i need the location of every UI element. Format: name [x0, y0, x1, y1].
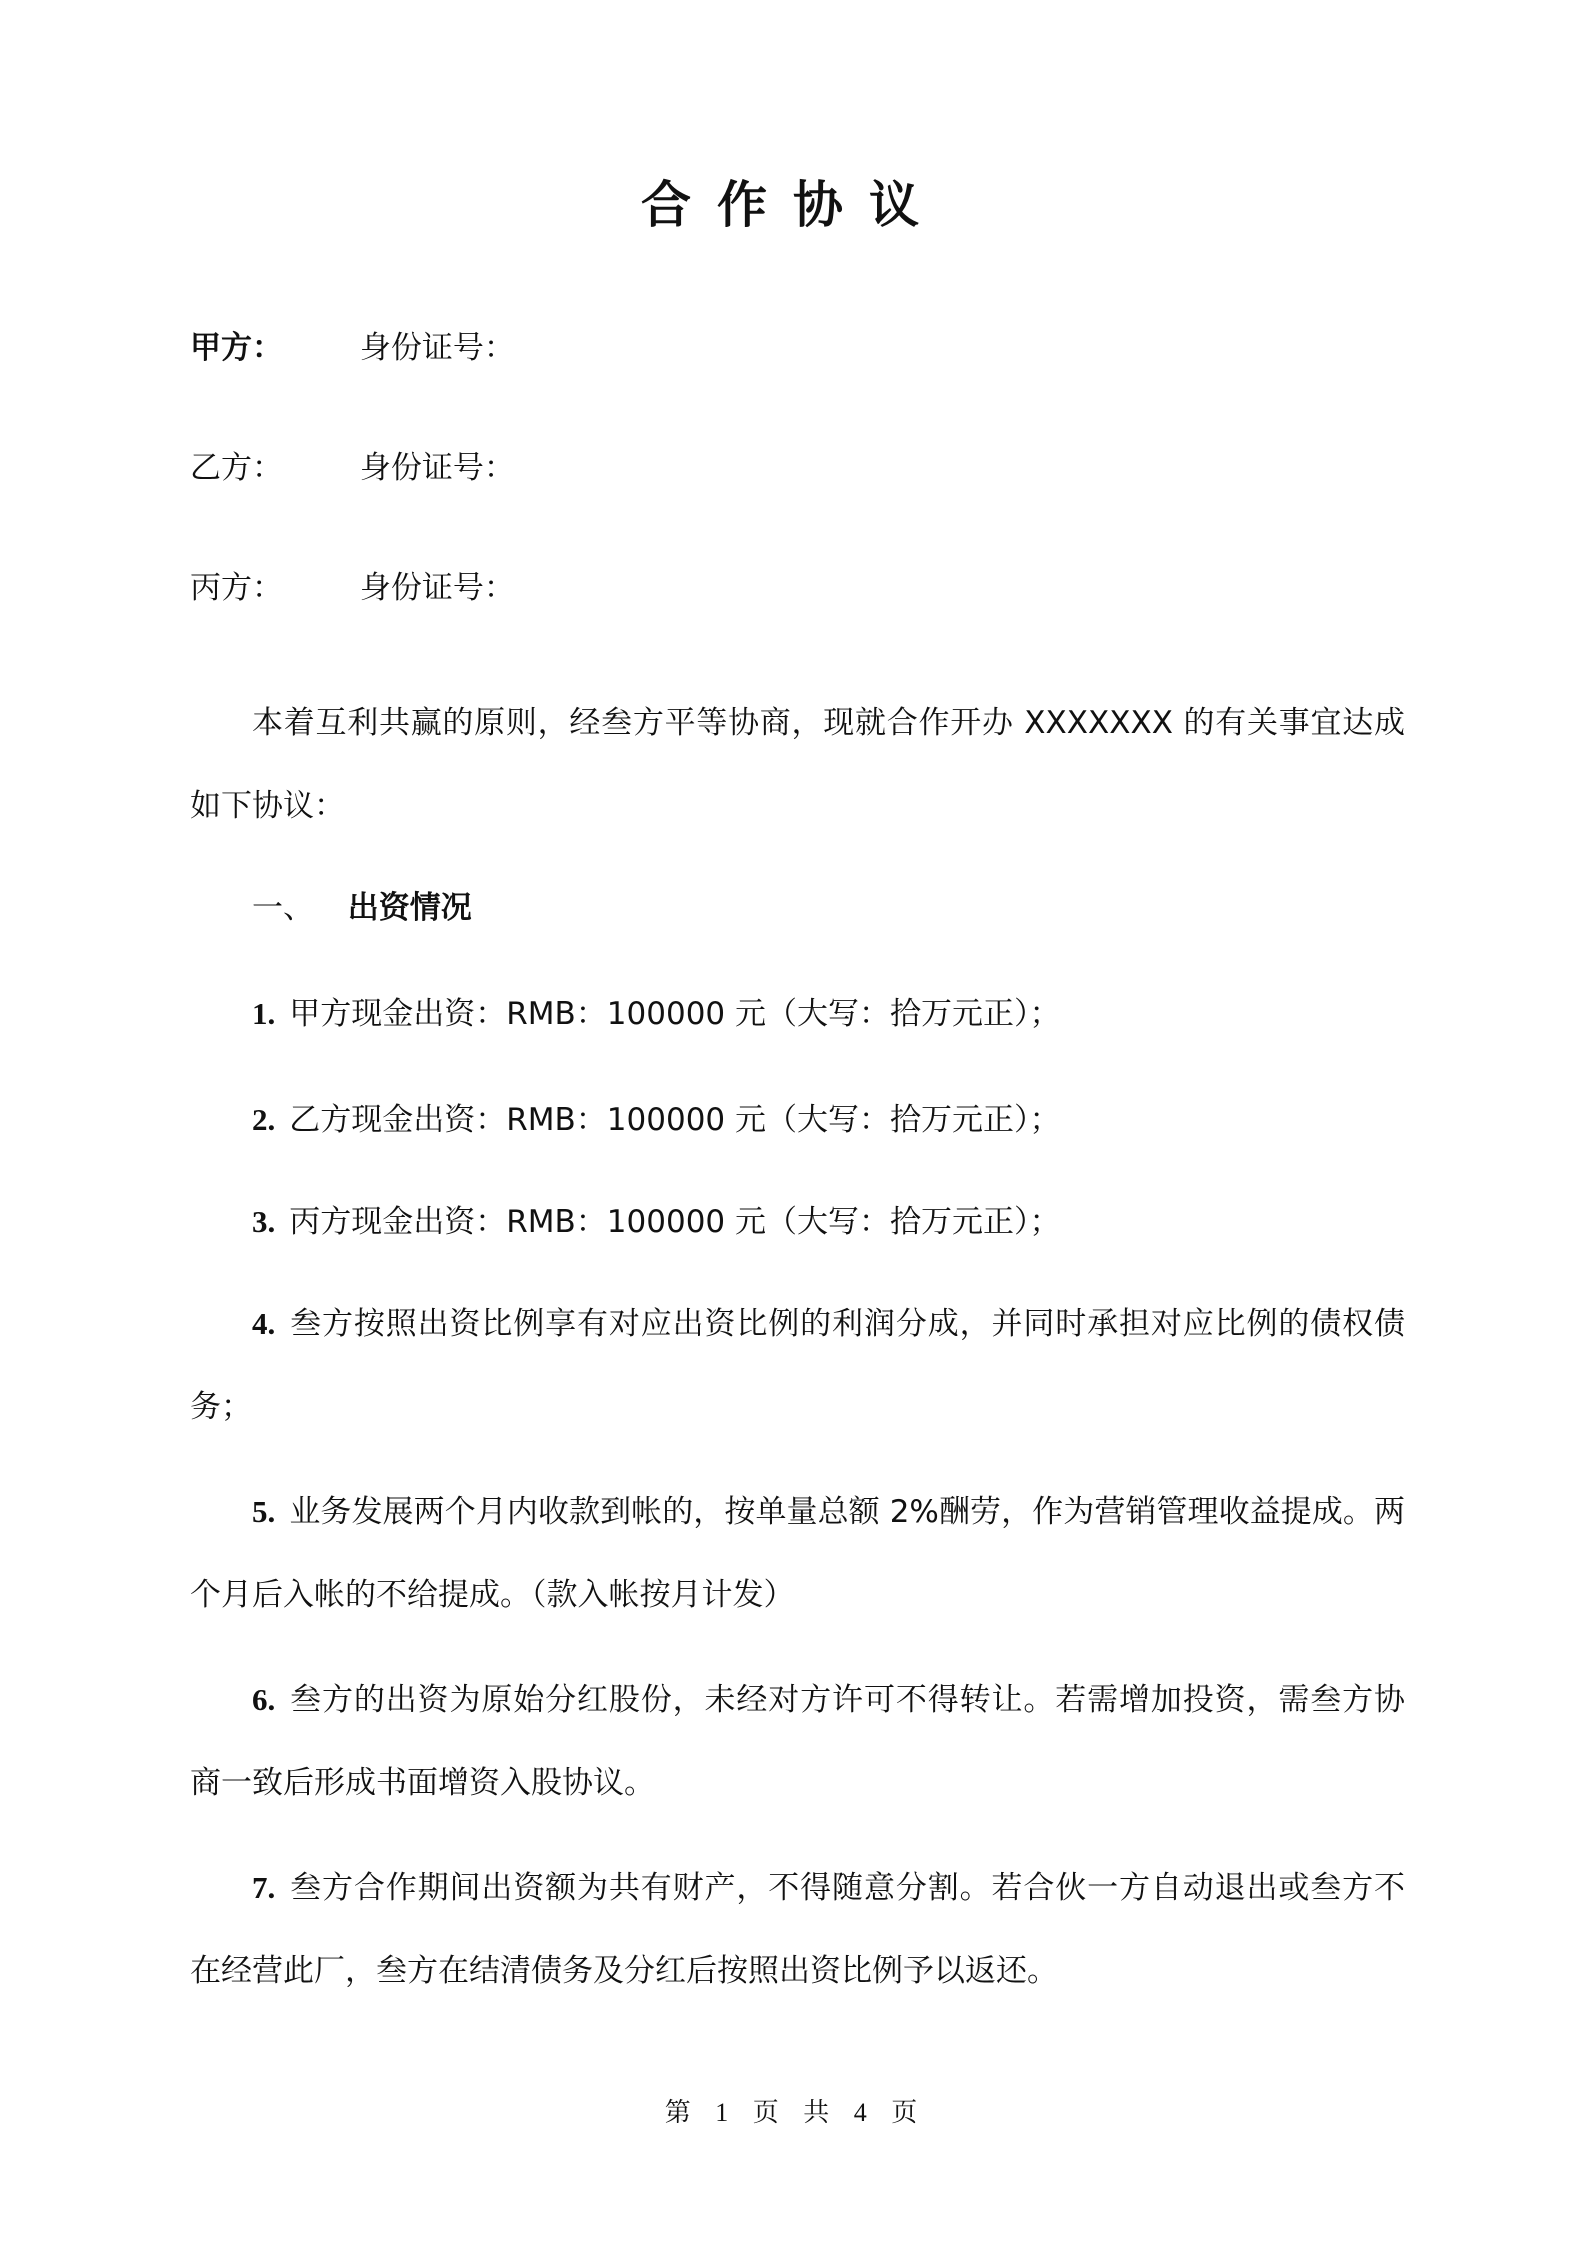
clause-2-number: 2.: [252, 1102, 276, 1137]
clause-3: [190, 1180, 1405, 1264]
clause-5-text: 业务发展两个月内收款到帐的，按单量总额 2%酬劳，作为营销管理收益提成。两个月后入帐的不给提成。（款入帐按月计发）: [190, 1494, 1405, 1613]
party-c-label: 丙方：: [190, 570, 283, 606]
section-1-number: 一、: [252, 890, 314, 926]
clause-5-number: 5.: [252, 1494, 276, 1529]
page-footer: 第 1 页 共 4 页: [664, 2098, 922, 2127]
clause-2: [190, 1078, 1405, 1162]
clause-2-text: 乙方现金出资：RMB：100000 元（大写：拾万元正）；: [289, 1102, 1061, 1138]
party-a-row: [190, 326, 515, 370]
clause-6-number: 6.: [252, 1682, 276, 1717]
clause-6-text: 叁方的出资为原始分红股份，未经对方许可不得转让。若需增加投资，需叁方协商一致后形成书面增资入股协议。: [190, 1682, 1405, 1801]
clause-1-text: 甲方现金出资：RMB：100000 元（大写：拾万元正）；: [289, 996, 1061, 1032]
party-b-label: 乙方：: [190, 450, 283, 486]
clause-7-text: 叁方合作期间出资额为共有财产，不得随意分割。若合伙一方自动退出或叁方不在经营此厂，叁方在结清债务及分红后按照出资比例予以返还。: [190, 1870, 1405, 1989]
clause-4-text: 叁方按照出资比例享有对应出资比例的利润分成，并同时承担对应比例的债权债务；: [190, 1306, 1405, 1425]
party-c-id-label: 身份证号：: [359, 570, 515, 606]
clause-7: [190, 1846, 1405, 2013]
party-b-row: [190, 446, 515, 490]
clause-3-text: 丙方现金出资：RMB：100000 元（大写：拾万元正）；: [289, 1204, 1061, 1240]
clause-4-number: 4.: [252, 1306, 276, 1341]
party-a-id-label: 身份证号：: [359, 330, 515, 366]
party-c-row: [190, 566, 515, 610]
clause-6: [190, 1658, 1405, 1825]
party-b-id-label: 身份证号：: [359, 450, 515, 486]
intro-paragraph: 本着互利共赢的原则，经叁方平等协商，现就合作开办 XXXXXXX 的有关事宜达成如下协议：: [190, 705, 1405, 824]
document-title: 合作协议: [641, 176, 945, 234]
clause-7-number: 7.: [252, 1870, 276, 1905]
party-a-label: 甲方：: [190, 330, 283, 366]
clause-4: [190, 1282, 1405, 1449]
clause-1: [190, 972, 1405, 1056]
section-1-heading: [252, 886, 472, 930]
section-1-title: 出资情况: [347, 890, 472, 926]
clause-3-number: 3.: [252, 1204, 276, 1239]
clause-5: [190, 1470, 1405, 1637]
clause-1-number: 1.: [252, 996, 276, 1031]
